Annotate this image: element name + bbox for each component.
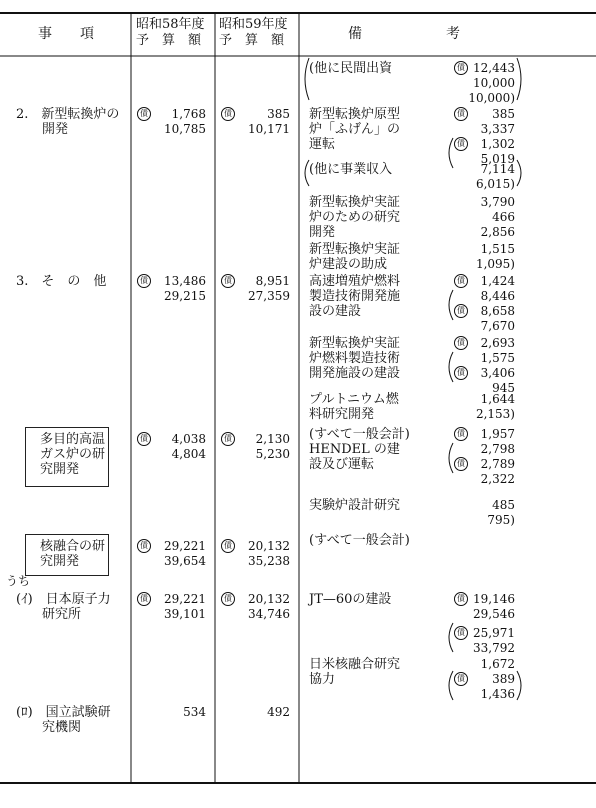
remark-amount: 795): [487, 513, 515, 527]
remark-amount: 6,015): [475, 177, 515, 191]
item-label-frame: [25, 427, 109, 487]
item-label: 究開発: [40, 462, 80, 477]
remark-text: 炉燃料製造技術: [309, 351, 401, 366]
remark-amount: 466: [492, 210, 515, 224]
bond-marker-icon: 債: [221, 432, 235, 446]
paren-right: [517, 671, 521, 700]
fy58-amount: 10,785: [164, 122, 206, 136]
remark-amount: 10,000: [473, 76, 515, 90]
fy58-amount: 1,768: [171, 107, 206, 121]
remark-amount: 3,406: [480, 366, 515, 380]
remark-text: (他に事業収入: [309, 162, 393, 177]
bond-marker-icon: 債: [137, 274, 151, 288]
fy58-amount: 13,486: [164, 274, 206, 288]
remark-amount: 2,322: [480, 472, 515, 486]
paren-right: [517, 58, 521, 100]
remark-amount: 1,436: [480, 687, 515, 701]
bond-marker-icon: 債: [137, 539, 151, 553]
remark-text: (すべて一般会計): [309, 533, 410, 548]
item-label: 多目的高温: [40, 432, 106, 447]
remark-text: 新型転換炉実証: [309, 195, 401, 210]
item-label: 3. そ の 他: [16, 274, 107, 289]
remark-amount: 1,095): [475, 257, 515, 271]
bond-marker-icon: 債: [137, 432, 151, 446]
bond-marker-icon: 債: [454, 137, 468, 151]
fy59-amount: 10,171: [248, 122, 290, 136]
remark-amount: 5,019: [480, 152, 515, 166]
remark-amount: 1,957: [480, 427, 515, 441]
remark-text: (すべて一般会計): [309, 427, 410, 442]
fy59-amount: 27,359: [248, 289, 290, 303]
remark-amount: 485: [492, 498, 515, 512]
remark-amount: 945: [492, 381, 515, 395]
fy58-amount: 29,221: [164, 592, 206, 606]
remark-text: 運転: [309, 137, 336, 152]
remark-amount: 8,658: [480, 304, 515, 318]
fy59-amount: 20,132: [248, 539, 290, 553]
paren-left: [449, 623, 453, 652]
paren-right: [517, 160, 521, 186]
bond-marker-icon: 債: [221, 107, 235, 121]
remark-text: 料研究開発: [309, 407, 375, 422]
fy59-amount: 5,230: [255, 447, 290, 461]
remark-amount: 7,114: [480, 162, 515, 176]
bond-marker-icon: 債: [454, 366, 468, 380]
bond-marker-icon: 債: [137, 592, 151, 606]
header-fy59: 昭和59年度: [219, 17, 288, 32]
fy58-amount: 534: [183, 705, 206, 719]
fy59-amount: 20,132: [248, 592, 290, 606]
remark-amount: 1,302: [480, 137, 515, 151]
fy59-amount: 35,238: [248, 554, 290, 568]
remark-text: 炉「ふげん」の: [309, 122, 401, 137]
fy58-amount: 39,654: [164, 554, 206, 568]
remark-amount: 385: [492, 107, 515, 121]
remark-amount: 2,789: [480, 457, 515, 471]
bond-marker-icon: 債: [221, 592, 235, 606]
remark-amount: 2,856: [480, 225, 515, 239]
remark-text: 実験炉設計研究: [309, 498, 401, 513]
item-label: (ｲ) 日本原子力: [16, 592, 111, 607]
remark-text: (他に民間出資: [309, 61, 393, 76]
remark-amount: 29,546: [473, 607, 515, 621]
item-label: 2. 新型転換炉の: [16, 107, 120, 122]
remark-text: 協力: [309, 672, 336, 687]
item-label: 核融合の研: [40, 539, 106, 554]
header-fy58: 昭和58年度: [136, 17, 205, 32]
bond-marker-icon: 債: [454, 274, 468, 288]
remark-amount: 10,000): [468, 91, 515, 105]
remark-amount: 7,670: [480, 319, 515, 333]
bond-marker-icon: 債: [454, 336, 468, 350]
remark-amount: 3,337: [480, 122, 515, 136]
remark-text: 開発施設の建設: [309, 366, 401, 381]
fy59-amount: 8,951: [255, 274, 290, 288]
paren-left: [449, 671, 453, 700]
remark-text: 新型転換炉実証: [309, 336, 401, 351]
item-label: 開発: [16, 122, 69, 137]
remark-amount: 8,446: [480, 289, 515, 303]
bond-marker-icon: 債: [137, 107, 151, 121]
remark-text: JT—60の建設: [309, 592, 392, 607]
remark-amount: 2,153): [475, 407, 515, 421]
remark-amount: 12,443: [473, 61, 515, 75]
remark-amount: 2,693: [480, 336, 515, 350]
remark-text: 新型転換炉実証: [309, 242, 401, 257]
header-fy58: 予 算 額: [136, 33, 202, 48]
remark-text: 日米核融合研究: [309, 657, 401, 672]
item-label: ガス炉の研: [40, 447, 106, 462]
remark-amount: 1,575: [480, 351, 515, 365]
remark-amount: 389: [492, 672, 515, 686]
remark-amount: 25,971: [473, 626, 515, 640]
header-remarks: 備 考: [348, 26, 460, 42]
paren-left: [449, 290, 453, 320]
fy58-amount: 29,221: [164, 539, 206, 553]
remark-text: 炉のための研究: [309, 210, 401, 225]
remark-amount: 1,424: [480, 274, 515, 288]
fy59-amount: 385: [267, 107, 290, 121]
bond-marker-icon: 債: [454, 304, 468, 318]
fy58-amount: 29,215: [164, 289, 206, 303]
remark-amount: 1,515: [480, 242, 515, 256]
bond-marker-icon: 債: [454, 427, 468, 441]
item-label: 研究所: [16, 607, 82, 622]
remark-text: プルトニウム燃: [309, 392, 399, 407]
item-label: 究機関: [16, 720, 82, 735]
fy59-amount: 492: [267, 705, 290, 719]
item-label: 究開発: [40, 554, 80, 569]
fy58-amount: 4,804: [171, 447, 206, 461]
item-label: (ﾛ) 国立試験研: [16, 705, 111, 720]
remark-amount: 33,792: [473, 641, 515, 655]
bond-marker-icon: 債: [221, 539, 235, 553]
bond-marker-icon: 債: [454, 107, 468, 121]
fy59-amount: 2,130: [255, 432, 290, 446]
paren-left: [449, 138, 453, 168]
bond-marker-icon: 債: [221, 274, 235, 288]
fy58-amount: 39,101: [164, 607, 206, 621]
bond-marker-icon: 債: [454, 61, 468, 75]
header-fy59: 予 算 額: [219, 33, 285, 48]
remark-amount: 1,672: [480, 657, 515, 671]
item-label-frame: [25, 534, 109, 576]
remark-text: 高速増殖炉燃料: [309, 274, 401, 289]
remark-text: HENDEL の建: [309, 442, 400, 457]
fy59-amount: 34,746: [248, 607, 290, 621]
bond-marker-icon: 債: [454, 626, 468, 640]
remark-text: 製造技術開発施: [309, 289, 401, 304]
remark-amount: 3,790: [480, 195, 515, 209]
bond-marker-icon: 債: [454, 457, 468, 471]
bond-marker-icon: 債: [454, 592, 468, 606]
header-item: 事 項: [38, 26, 94, 42]
remark-text: 開発: [309, 225, 336, 240]
uchi-marker: うち: [6, 574, 31, 588]
remark-text: 設及び運転: [309, 457, 375, 472]
remark-amount: 1,644: [480, 392, 515, 406]
bond-marker-icon: 債: [454, 672, 468, 686]
remark-text: 新型転換炉原型: [309, 107, 401, 122]
remark-text: 炉建設の助成: [309, 257, 388, 272]
paren-left: [449, 443, 453, 473]
paren-left: [449, 352, 453, 382]
remark-text: 設の建設: [309, 304, 362, 319]
remark-amount: 2,798: [480, 442, 515, 456]
fy58-amount: 4,038: [171, 432, 206, 446]
remark-amount: 19,146: [473, 592, 515, 606]
